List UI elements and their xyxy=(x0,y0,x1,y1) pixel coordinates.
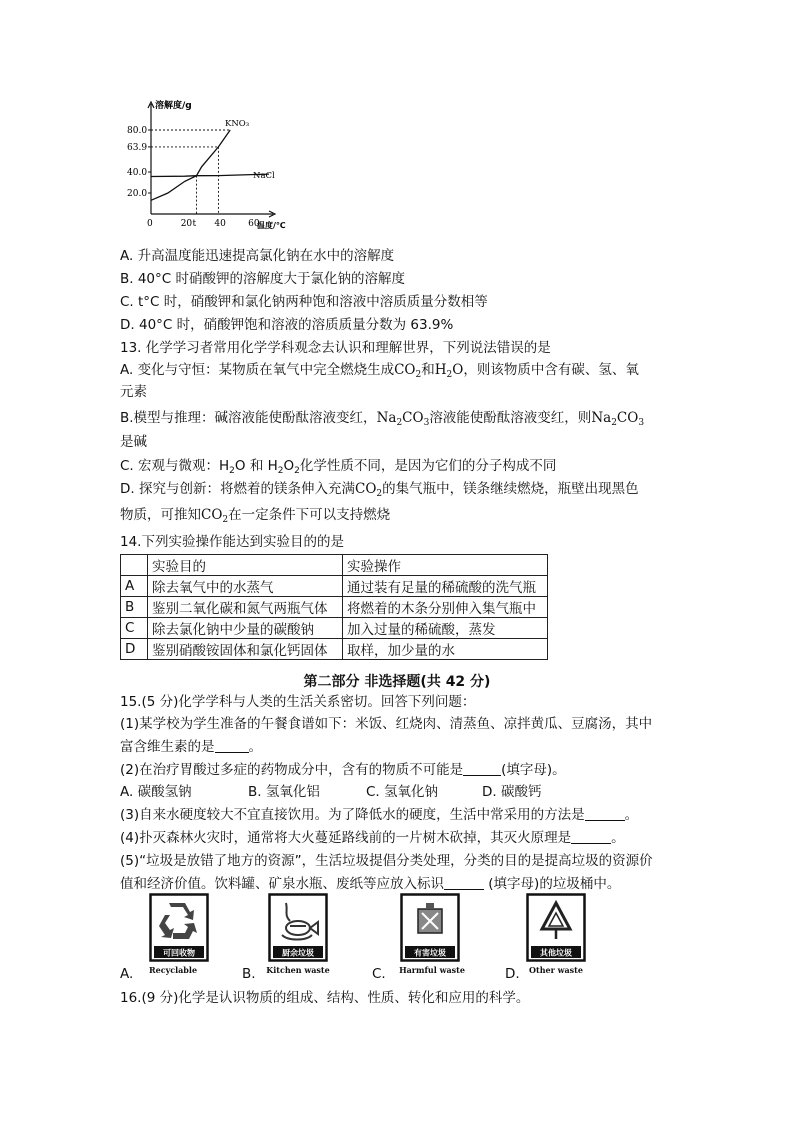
q15-option: B. 氢氧化铝 xyxy=(248,784,320,800)
x-tick-label: 40 xyxy=(214,219,226,229)
fishbone-icon xyxy=(268,893,328,963)
bin-other[interactable] xyxy=(520,893,600,975)
hazard-icon xyxy=(400,893,460,963)
recycle-icon xyxy=(149,893,209,963)
q13-stem: 13. 化学学习者常用化学学科观念去认识和理解世界，下列说法错误的是 xyxy=(120,340,551,356)
table-cell-letter: A xyxy=(121,576,148,597)
x-tick-label: 0 xyxy=(147,219,153,229)
table-row xyxy=(121,576,548,597)
formula-na2co3-2: $Na_2CO_3$ xyxy=(591,410,645,428)
q13-option-d-cont: 物质，可推知$CO_2$在一定条件下可以支持燃烧 xyxy=(120,507,391,525)
q15-sub5: (5)“垃圾是放错了地方的资源”，生活垃圾提倡分类处理，分类的目的是提高垃圾的资源价 xyxy=(120,853,653,869)
q16-stem: 16.(9 分)化学是认识物质的组成、结构、性质、转化和应用的科学。 xyxy=(120,990,530,1006)
y-tick-label: 63.9 xyxy=(127,142,148,153)
bin-a-letter: A. xyxy=(120,966,134,982)
q13-option-b: B.模型与推理：碱溶液能使酚酞溶液变红，$Na_2CO_3$溶液能使酚酞溶液变红，则$Na_2CO_3$ xyxy=(120,410,645,428)
q15-stem: 15.(5 分)化学学科与人类的生活关系密切。回答下列问题： xyxy=(120,694,476,710)
table-cell-letter: C xyxy=(121,618,148,639)
q12-option-b: B. 40°C 时硝酸钾的溶解度大于氯化钠的溶解度 xyxy=(120,271,405,287)
nacl-label: NaCl xyxy=(253,171,275,181)
kno3-label: KNO₃ xyxy=(225,119,250,129)
svg-text:有害垃圾: 有害垃圾 xyxy=(414,948,446,958)
y-tick-label: 80.0 xyxy=(127,126,148,136)
y-tick-label: 40.0 xyxy=(127,168,148,178)
q14-stem: 14.下列实验操作能达到实验目的的是 xyxy=(120,534,344,550)
q15-option: A. 碳酸氢钠 xyxy=(120,784,192,800)
x-tick-label: t xyxy=(192,219,197,229)
svg-text:其他垃圾: 其他垃圾 xyxy=(540,948,572,958)
y-tick-label: 20.0 xyxy=(127,189,148,199)
x-tick-label: 20 xyxy=(180,219,193,229)
table-cell-letter: D xyxy=(121,639,148,660)
answer-blank[interactable] xyxy=(571,829,611,844)
table-cell-goal: 鉴别硝酸铵固体和氯化钙固体 xyxy=(148,639,343,660)
table-cell-operation: 将燃着的木条分别伸入集气瓶中 xyxy=(343,597,548,618)
bin-harmful[interactable] xyxy=(394,893,474,975)
answer-blank[interactable] xyxy=(215,738,249,753)
bin-d-letter: D. xyxy=(505,966,520,982)
x-tick-label: 60 xyxy=(248,219,260,229)
table-header-row xyxy=(121,555,548,576)
graph-xlabel: 温度/℃ xyxy=(257,221,286,230)
q12-option-a: A. 升高温度能迅速提高氯化钠在水中的溶解度 xyxy=(120,248,395,264)
graph-y-ticks xyxy=(127,126,151,199)
table-cell-goal: 除去氧气中的水蒸气 xyxy=(148,576,343,597)
bin-c-letter: C. xyxy=(372,966,386,982)
svg-text:厨余垃圾: 厨余垃圾 xyxy=(282,948,314,958)
q14-table xyxy=(120,554,548,660)
graph-guide-lines xyxy=(151,130,230,214)
answer-blank[interactable] xyxy=(444,875,484,890)
kno3-curve xyxy=(151,130,230,200)
q15-option: C. 氢氧化钠 xyxy=(366,784,439,800)
formula-na2co3: $Na_2CO_3$ xyxy=(376,410,430,428)
bin-caption: Other waste xyxy=(529,965,583,975)
graph-ylabel: 溶解度/g xyxy=(155,101,192,111)
table-header-cell: 实验目的 xyxy=(148,555,343,576)
table-cell-goal: 鉴别二氧化碳和氮气两瓶气体 xyxy=(148,597,343,618)
table-cell-operation: 通过装有足量的稀硫酸的洗气瓶 xyxy=(343,576,548,597)
formula-h2o: $H_2O$ xyxy=(434,362,464,380)
q13-a-text2: ，则该物质中含有碳、氢、氧 xyxy=(463,362,639,378)
q15-sub5-cont: 值和经济价值。饮料罐、矿泉水瓶、废纸等应放入标识 (填字母)的垃圾桶中。 xyxy=(120,876,621,892)
q15-options xyxy=(120,782,541,802)
q15-sub4: (4)扑灭森林火灾时，通常将大火蔓延路线前的一片树木砍掉，其灭火原理是 。 xyxy=(120,830,625,846)
q13-a-and: 和 xyxy=(421,362,435,378)
bin-kitchen[interactable] xyxy=(262,893,342,975)
bin-recyclable[interactable] xyxy=(143,893,223,975)
bin-caption: Recyclable xyxy=(148,965,198,975)
graph-axes xyxy=(148,102,275,217)
q13-option-a-cont: 元素 xyxy=(120,384,147,400)
formula-co2: $CO_2$ xyxy=(394,362,422,380)
svg-text:可回收物: 可回收物 xyxy=(163,948,195,958)
q13-a-text: A. 变化与守恒：某物质在氧气中完全燃烧生成 xyxy=(120,362,395,378)
table-cell-operation: 加入过量的稀硫酸，蒸发 xyxy=(343,618,548,639)
table-header-cell: 实验操作 xyxy=(343,555,548,576)
q15-sub3: (3)自来水硬度较大不宜直接饮用。为了降低水的硬度，生活中常采用的方法是 。 xyxy=(120,807,639,823)
bin-caption: Kitchen waste xyxy=(266,965,330,975)
formula-co2-d2: $CO_2$ xyxy=(201,507,229,525)
formula-co2-d: $CO_2$ xyxy=(354,481,383,499)
part2-title: 第二部分 非选择题(共 42 分) xyxy=(303,674,491,690)
q15-sub2: (2)在治疗胃酸过多症的药物成分中，含有的物质不可能是 (填字母)。 xyxy=(120,762,566,778)
q15-sub1: (1)某学校为学生准备的午餐食谱如下：米饭、红烧肉、清蒸鱼、凉拌黄瓜、豆腐汤，其中 xyxy=(120,716,653,732)
table-header-cell xyxy=(121,555,148,576)
q13-option-c: C. 宏观与微观：$H_2O$ 和 $H_2O_2$化学性质不同，是因为它们的分子构成不同 xyxy=(120,458,557,476)
table-row xyxy=(121,597,548,618)
q13-option-b-cont: 是碱 xyxy=(120,434,147,450)
bin-caption: Harmful waste xyxy=(399,965,465,975)
q12-option-d: D. 40°C 时，硝酸钾饱和溶液的溶质质量分数为 63.9% xyxy=(120,317,454,333)
nacl-curve xyxy=(151,174,269,176)
q15-option: D. 碳酸钙 xyxy=(482,784,542,800)
answer-blank[interactable] xyxy=(585,806,625,821)
table-cell-letter: B xyxy=(121,597,148,618)
q12-option-c: C. t°C 时，硝酸钾和氯化钠两种饱和溶液中溶质质量分数相等 xyxy=(120,294,488,310)
table-cell-goal: 除去氯化钠中少量的碳酸钠 xyxy=(148,618,343,639)
solubility-graph xyxy=(125,96,295,236)
graph-x-ticks xyxy=(147,219,260,229)
table-cell-operation: 取样，加少量的水 xyxy=(343,639,548,660)
bin-b-letter: B. xyxy=(242,966,256,982)
q15-sub1-cont: 富含维生素的是 。 xyxy=(120,739,262,755)
answer-blank[interactable] xyxy=(463,761,501,776)
table-row xyxy=(121,618,548,639)
table-row xyxy=(121,639,548,660)
other-waste-icon xyxy=(526,893,586,963)
q13-option-a xyxy=(120,360,639,380)
q13-option-d: D. 探究与创新：将燃着的镁条伸入充满$CO_2$的集气瓶中，镁条继续燃烧，瓶壁出现黑色 xyxy=(120,481,639,499)
